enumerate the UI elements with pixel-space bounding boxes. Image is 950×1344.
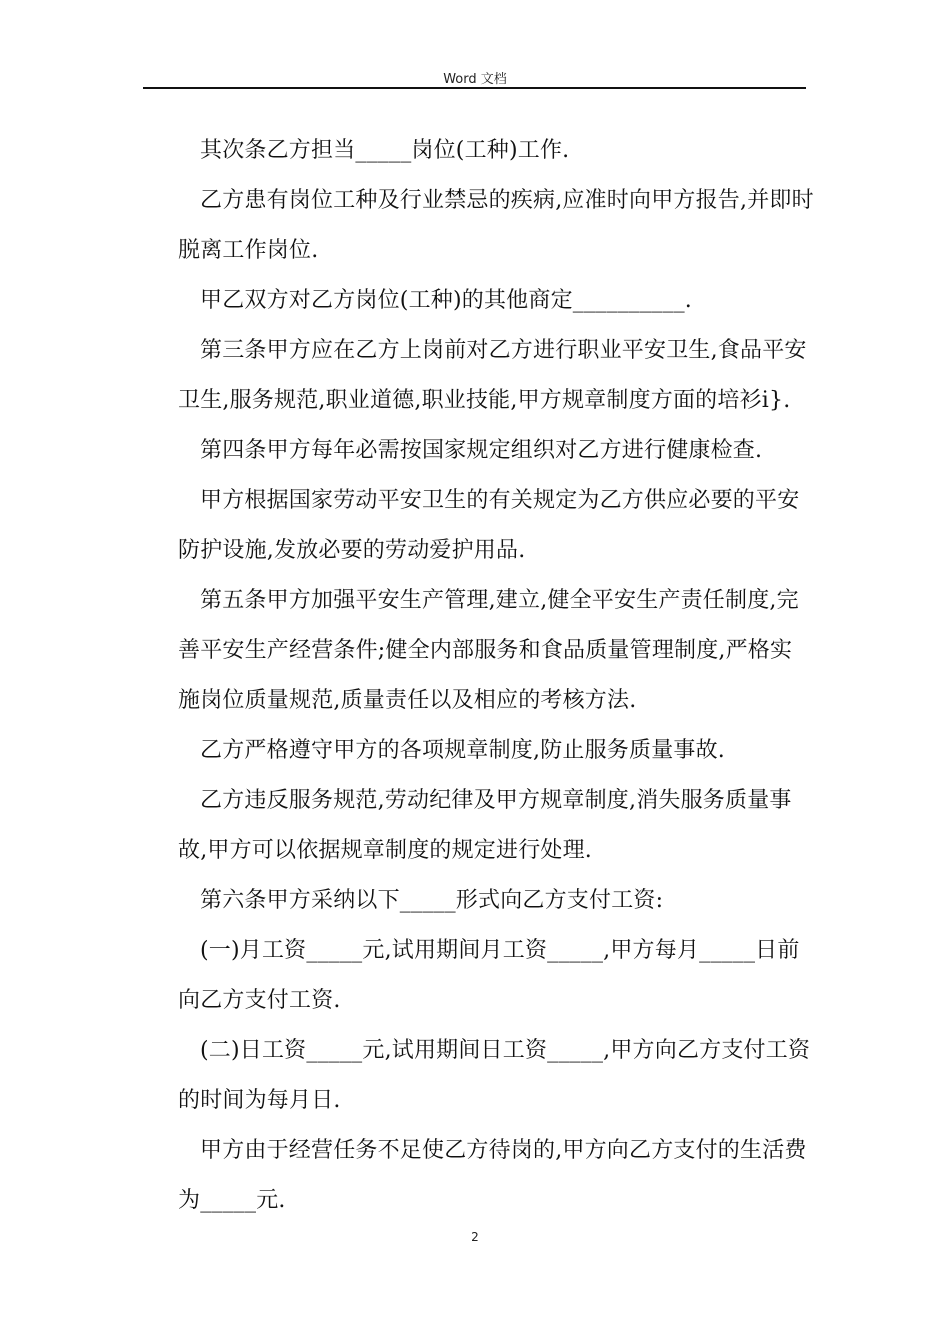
paragraph-article-3: 第三条甲方应在乙方上岗前对乙方进行职业平安卫生,食品平安卫生,服务规范,职业道德,职业技能,甲方规章制度方面的培衫i}. bbox=[178, 338, 807, 413]
paragraph-safety-equipment: 甲方根据国家劳动平安卫生的有关规定为乙方供应必要的平安防护设施,发放必要的劳动爱护用品. bbox=[178, 488, 800, 563]
document-header-title: Word 文档 bbox=[443, 72, 507, 87]
paragraph-illness-report: 乙方患有岗位工种及行业禁忌的疾病,应准时向甲方报告,并即时脱离工作岗位. bbox=[178, 188, 814, 263]
paragraph-article-2: 其次条乙方担当_____岗位(工种)工作. bbox=[200, 138, 570, 163]
paragraph-monthly-wage: (一)月工资_____元,试用期间月工资_____,甲方每月_____日前向乙方支付工资. bbox=[178, 938, 800, 1013]
paragraph-article-6: 第六条甲方采纳以下_____形式向乙方支付工资: bbox=[200, 888, 664, 913]
paragraph-comply-rules: 乙方严格遵守甲方的各项规章制度,防止服务质量事故. bbox=[200, 738, 725, 763]
paragraph-violation-handling: 乙方违反服务规范,劳动纪律及甲方规章制度,消失服务质量事故,甲方可以依据规章制度的规定进行处理. bbox=[178, 788, 792, 863]
paragraph-daily-wage: (二)日工资_____元,试用期间日工资_____,甲方向乙方支付工资的时间为每月日. bbox=[178, 1038, 811, 1113]
paragraph-article-5: 第五条甲方加强平安生产管理,建立,健全平安生产责任制度,完善平安生产经营条件;健全内部服务和食品质量管理制度,严格实施岗位质量规范,质量责任以及相应的考核方法. bbox=[178, 588, 799, 713]
page-number: 2 bbox=[471, 1230, 479, 1244]
document-body bbox=[178, 126, 814, 1226]
paragraph-standby-allowance: 甲方由于经营任务不足使乙方待岗的,甲方向乙方支付的生活费为_____元. bbox=[178, 1138, 807, 1213]
paragraph-article-4: 第四条甲方每年必需按国家规定组织对乙方进行健康检查. bbox=[200, 438, 763, 463]
paragraph-other-agreement: 甲乙双方对乙方岗位(工种)的其他商定__________. bbox=[200, 288, 692, 313]
header-divider bbox=[143, 87, 806, 89]
